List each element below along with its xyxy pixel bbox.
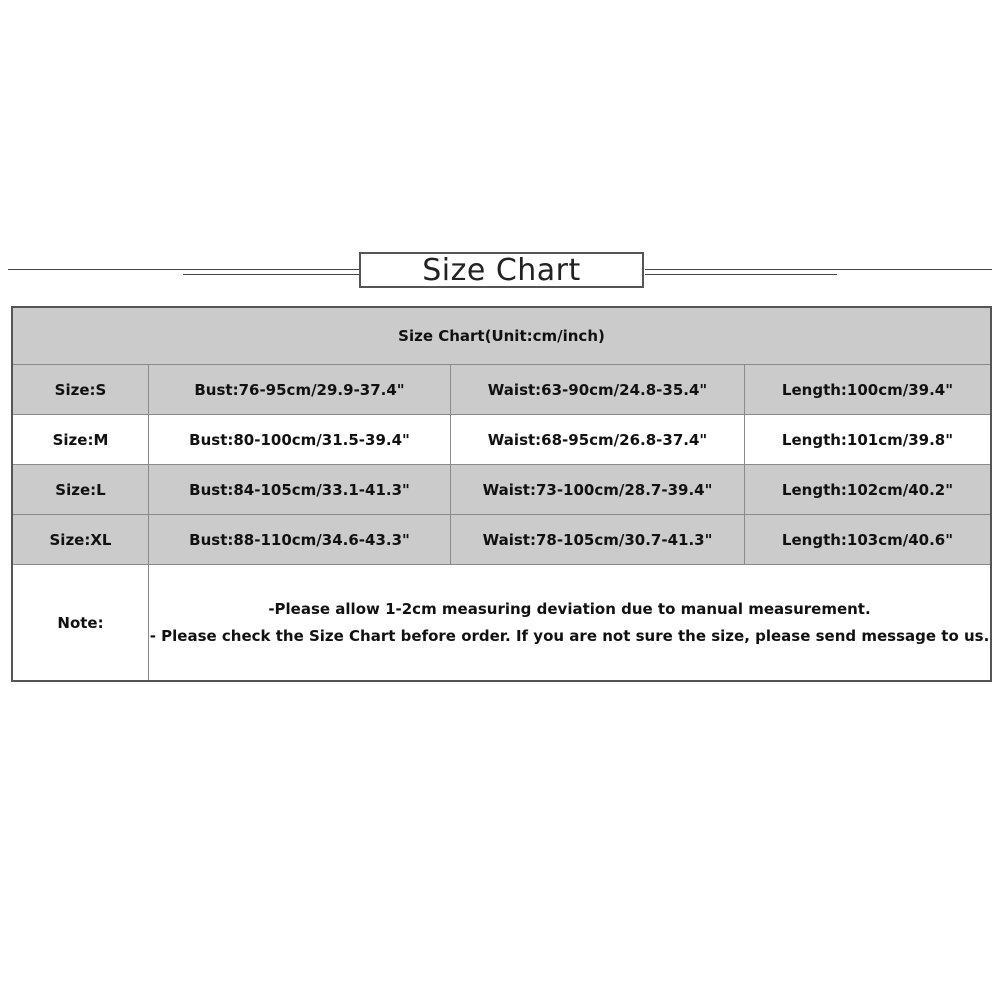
length-cell: Length:101cm/39.8" [781, 430, 954, 449]
size-cell: Size:XL [13, 515, 149, 564]
table-row [13, 515, 990, 565]
size-cell: Size:L [13, 465, 149, 514]
length-cell: Length:100cm/39.4" [781, 380, 954, 399]
note-line: - Please check the Size Chart before order. If you are not sure the size, please send message to us. [149, 627, 990, 645]
table-row [13, 465, 990, 515]
length-cell: Length:102cm/40.2" [781, 480, 954, 499]
bust-cell: Bust:88-110cm/34.6-43.3" [149, 515, 451, 564]
bust-cell: Bust:76-95cm/29.9-37.4" [149, 365, 451, 414]
header-rule-right-short [645, 274, 837, 275]
header-rule-left-long [8, 269, 360, 270]
waist-cell: Waist:63-90cm/24.8-35.4" [451, 365, 745, 414]
note-row [13, 565, 990, 680]
header-rule-left-short [183, 274, 360, 275]
note-label: Note: [13, 565, 149, 680]
table-row [13, 365, 990, 415]
table-caption: Size Chart(Unit:cm/inch) [13, 308, 990, 365]
length-cell: Length:103cm/40.6" [781, 530, 954, 549]
bust-cell: Bust:84-105cm/33.1-41.3" [149, 465, 451, 514]
size-chart-table [11, 306, 992, 682]
waist-cell: Waist:68-95cm/26.8-37.4" [451, 415, 745, 464]
header-rule-right-long [645, 269, 992, 270]
note-line: -Please allow 1-2cm measuring deviation due to manual measurement. [268, 600, 871, 618]
table-row [13, 415, 990, 465]
note-body [149, 565, 990, 680]
size-cell: Size:S [13, 365, 149, 414]
size-cell: Size:M [13, 415, 149, 464]
waist-cell: Waist:73-100cm/28.7-39.4" [451, 465, 745, 514]
page-title: Size Chart [359, 252, 644, 288]
bust-cell: Bust:80-100cm/31.5-39.4" [149, 415, 451, 464]
waist-cell: Waist:78-105cm/30.7-41.3" [451, 515, 745, 564]
